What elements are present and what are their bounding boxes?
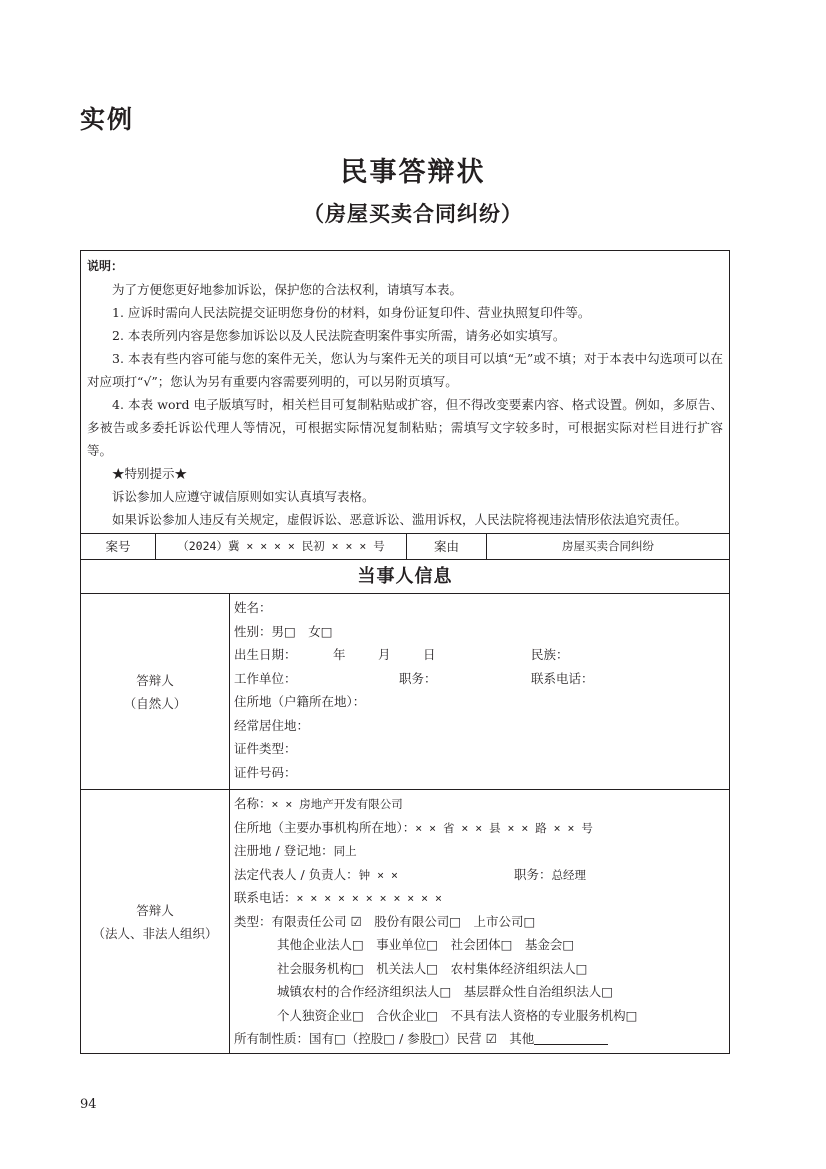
position-field[interactable]: 职务： xyxy=(399,670,437,686)
year-label: 年 xyxy=(333,647,346,662)
natural-person-label xyxy=(81,594,230,790)
entity-type-label: 类型： xyxy=(234,913,272,929)
entity-type-options[interactable]: 城镇农村的合作经济组织法人□ 基层群众性自治组织法人□ xyxy=(277,984,614,999)
entity-name-label: 名称： xyxy=(234,796,272,811)
respondent-type-label: （自然人） xyxy=(123,695,187,711)
entity-address-value[interactable]: × × 省 × × 县 × × 路 × × 号 xyxy=(415,820,593,835)
representative-value[interactable]: 钟 × × xyxy=(358,867,398,882)
instructions-header: 说明： xyxy=(87,259,124,273)
legal-entity-label xyxy=(81,790,230,1054)
residence-field[interactable]: 经常居住地： xyxy=(234,717,310,733)
rep-position-value[interactable]: 总经理 xyxy=(551,867,587,882)
instructions-cell xyxy=(81,251,730,534)
birth-date-field[interactable]: 出生日期： xyxy=(234,647,297,662)
respondent-label: 答辩人 xyxy=(136,672,174,688)
registered-place-label: 注册地 / 登记地： xyxy=(234,843,334,858)
case-cause-value[interactable]: 房屋买卖合同纠纷 xyxy=(487,534,730,560)
entity-phone-value[interactable]: × × × × × × × × × × × xyxy=(296,891,442,905)
id-number-field[interactable]: 证件号码： xyxy=(234,764,297,780)
defense-form-table xyxy=(80,250,730,1054)
entity-type-options[interactable]: 其他企业法人□ 事业单位□ 社会团体□ 基金会□ xyxy=(277,937,575,952)
ethnicity-field[interactable]: 民族： xyxy=(531,647,569,662)
case-number-label: 案号 xyxy=(81,534,156,560)
document-title: 民事答辩状 xyxy=(340,157,486,188)
page-number: 94 xyxy=(80,1097,97,1112)
representative-label: 法定代表人 / 负责人： xyxy=(234,866,359,882)
month-label: 月 xyxy=(378,647,391,662)
respondent-label: 答辩人 xyxy=(136,902,174,918)
legal-entity-fields xyxy=(230,790,730,1054)
instruction-paragraph: 4. 本表 word 电子版填写时，相关栏目可复制粘贴或扩容，但不得改变要素内容、格式设置。例如，多原告、多被告或多委托诉讼代理人等情况，可根据实际情况复制粘贴；需填写文字较多时，可根据实际对栏目进行扩容等。 xyxy=(87,397,723,458)
rep-position-label: 职务： xyxy=(514,866,552,882)
entity-type-options[interactable]: 有限责任公司 ☑ 股份有限公司□ 上市公司□ xyxy=(271,913,536,929)
name-field[interactable]: 姓名： xyxy=(234,600,272,615)
case-number-value[interactable]: （2024）冀 × × × × 民初 × × × 号 xyxy=(156,534,407,560)
domicile-field[interactable]: 住所地（户籍所在地）： xyxy=(234,694,366,709)
respondent-type-label: （法人、非法人组织） xyxy=(92,925,218,941)
entity-phone-label: 联系电话： xyxy=(234,890,297,905)
entity-phone-row xyxy=(234,886,725,910)
instruction-paragraph: 为了方便您更好地参加诉讼，保护您的合法权利，请填写本表。 xyxy=(112,282,463,297)
instruction-paragraph: 3. 本表有些内容可能与您的案件无关，您认为与案件无关的项目可以填“无”或不填；对于本表中勾选项可以在对应项打“√”；您认为另有重要内容需要列明的，可以另附页填写。 xyxy=(87,351,723,389)
phone-field[interactable]: 联系电话： xyxy=(531,670,594,686)
special-notice-heading: ★特别提示★ xyxy=(112,466,188,481)
instruction-paragraph: 2. 本表所列内容是您参加诉讼以及人民法院查明案件事实所需，请务必如实填写。 xyxy=(112,328,566,343)
document-subtitle: （房屋买卖合同纠纷） xyxy=(303,202,523,226)
id-type-field[interactable]: 证件类型： xyxy=(234,741,297,756)
ownership-row xyxy=(234,1027,725,1051)
party-info-title: 当事人信息 xyxy=(81,560,730,594)
case-cause-label: 案由 xyxy=(407,534,487,560)
section-heading: 实例 xyxy=(80,105,135,134)
instruction-paragraph: 1. 应诉时需向人民法院提交证明您身份的材料，如身份证复印件、营业执照复印件等。 xyxy=(112,305,591,320)
ownership-options[interactable]: 所有制性质：国有□（控股□ / 参股□）民营 ☑ 其他 xyxy=(234,1031,535,1046)
registered-place-value[interactable]: 同上 xyxy=(333,844,357,858)
entity-type-options[interactable]: 社会服务机构□ 机关法人□ 农村集体经济组织法人□ xyxy=(277,960,588,976)
employment-row xyxy=(234,667,725,691)
entity-type-options[interactable]: 个人独资企业□ 合伙企业□ 不具有法人资格的专业服务机构□ xyxy=(277,1007,638,1023)
entity-address-row xyxy=(234,816,725,840)
instruction-paragraph: 如果诉讼参加人违反有关规定，虚假诉讼、恶意诉讼、滥用诉权，人民法院将视违法情形依法追究责任。 xyxy=(112,512,688,527)
natural-person-fields xyxy=(230,594,730,790)
birth-row xyxy=(234,643,725,667)
other-ownership-blank[interactable] xyxy=(534,1030,608,1045)
employer-field[interactable]: 工作单位： xyxy=(234,670,297,686)
instruction-paragraph: 诉讼参加人应遵守诚信原则如实认真填写表格。 xyxy=(112,489,375,504)
entity-address-label: 住所地（主要办事机构所在地）： xyxy=(234,819,416,835)
entity-type-row xyxy=(234,910,725,934)
representative-row xyxy=(234,863,725,887)
registered-place-row xyxy=(234,839,725,863)
gender-field[interactable]: 性别：男□ 女□ xyxy=(234,623,333,639)
day-label: 日 xyxy=(423,647,436,662)
entity-name-value[interactable]: × × 房地产开发有限公司 xyxy=(271,797,403,811)
entity-name-row xyxy=(234,792,725,816)
